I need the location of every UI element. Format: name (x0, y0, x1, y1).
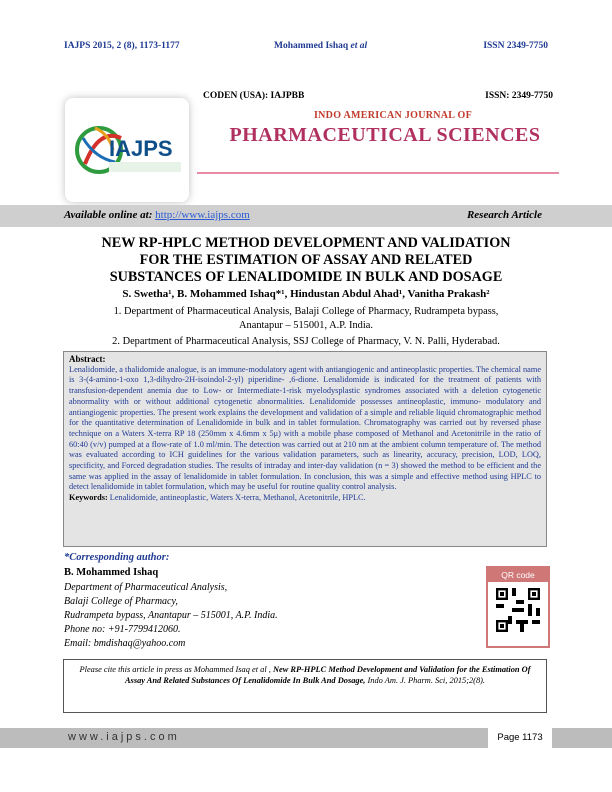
affiliation-1: 1. Department of Pharmaceutical Analysis, Balaji College of Pharmacy, Rudrampeta bypass, (113, 306, 499, 317)
availability (64, 209, 250, 221)
availability-label: Available online at: (64, 209, 153, 221)
journal-name: INDO AMERICAN JOURNAL OF (313, 110, 473, 121)
citation-box (63, 659, 547, 713)
coden: CODEN (USA): IAJPBB (203, 91, 305, 101)
citation-title: New RP-HPLC Method Development and Validation for the Estimation Of Assay And Related Substances Of Lenalidomide In Bulk And Dosage, (124, 665, 531, 685)
logo-graphic (65, 98, 189, 202)
masthead-rule (197, 172, 559, 174)
article-type: Research Article (466, 209, 542, 221)
title-line: SUBSTANCES OF LENALIDOMIDE IN BULK AND DOSAGE (109, 269, 503, 285)
article-title (60, 235, 552, 286)
keywords (69, 493, 541, 504)
citation-prefix: Please cite this article in press as Mohammed Isaq et al , (79, 665, 271, 674)
corresponding-name: B. Mohammed Ishaq (64, 567, 159, 578)
journal-masthead (55, 88, 555, 206)
masthead-issn: ISSN: 2349-7750 (485, 91, 553, 101)
abstract-box (63, 351, 547, 547)
citation-journal: Indo Am. J. Pharm. Sci, 2015;2(8). (367, 676, 486, 685)
corresponding-label: *Corresponding author: (64, 552, 170, 563)
corresponding-line: Department of Pharmaceutical Analysis, (64, 582, 228, 593)
corresponding-line: Rudrampeta bypass, Anantapur – 515001, A.P. India. (64, 610, 278, 621)
header-author-suffix: et al (350, 41, 368, 51)
header-issn: ISSN 2349-7750 (483, 41, 548, 51)
qr-code-icon (496, 588, 540, 632)
journal-logo (65, 98, 189, 202)
title-line: FOR THE ESTIMATION OF ASSAY AND RELATED (139, 252, 473, 268)
title-line: NEW RP-HPLC METHOD DEVELOPMENT AND VALIDATION (101, 235, 511, 251)
corresponding-line: Balaji College of Pharmacy, (64, 596, 178, 607)
abstract-text: Lenalidomide, a thalidomide analogue, is an immune-modulatory agent with antiangiogenic and antineoplastic properties. The chemical name is 3-(4-amino-1-oxo 1,3-dihydro-2H-isoindol-2-yl) piperidine- ,6-dione. Lenalidomide is indicated for the treatment of patients with transfusion-dependent anemia due to Low- or Intermediate-1-risk myelodysplastic syndromes associated with a deletion cytogenetic abnormality with or without additional cytogenetic abnormalities. Lenalidomide possesses antineoplastic, immuno- modulatory and antiangiogenic properties. The present work explains the development and validation of a simple and reliable liquid chromatographic method for the quantitative determination of Lenalidomide in bulk and in tablet formulation. Chromatography was carried out by reversed phase technique on a Waters X-terra RP 18 (250mm x 4.6mm x 5μ) with a mobile phase composed of Methanol and Acetonitrile in the ratio of 60:40 (v/v) pumped at a flow-rate of 1.0 ml/min. The detection was carried out at 210 nm at the ambient column temperature of. The method was evaluated according to ICH guidelines for the various validation parameters, such as linearity, accuracy, precision, LOD, LOQ, specificity, and Forced degradation studies. The results of intraday and inter-day validation (n = 3) showed the method to be efficient and the same was applied in the assay of lenalidomide in tablet formulation. In conclusion, this was a simple and effective method using HPLC to detect lenalidomide in tablet formulation, which may be useful for routine quality control analysis. (69, 364, 541, 492)
author-list: S. Swetha¹, B. Mohammed Ishaq*¹, Hindustan Abdul Ahad¹, Vanitha Prakash² (122, 288, 490, 300)
journal-url-link[interactable]: http://www.iajps.com (155, 209, 250, 221)
logo-text: IAJPS (109, 136, 173, 161)
affiliation-1-address: Anantapur – 515001, A.P. India. (239, 320, 373, 331)
corresponding-email: Email: bmdishaq@yahoo.com (64, 638, 186, 649)
footer-url[interactable]: www.iajps.com (68, 731, 180, 743)
page-number: Page 1173 (488, 728, 552, 748)
header-author-name: Mohammed Ishaq (274, 41, 349, 51)
abstract-heading: Abstract: (69, 354, 106, 364)
affiliation-2: 2. Department of Pharmaceutical Analysis, SSJ College of Pharmacy, V. N. Palli, Hyderabad. (112, 336, 500, 347)
qr-label: QR code (488, 568, 548, 582)
keywords-text: Lenalidomide, antineoplastic, Waters X-terra, Methanol, Acetonitrile, HPLC. (109, 493, 366, 503)
journal-title: PHARMACEUTICAL SCIENCES (229, 124, 541, 146)
header-citation: IAJPS 2015, 2 (8), 1173-1177 (64, 41, 180, 51)
running-header (64, 41, 548, 55)
header-author (274, 41, 367, 51)
keywords-label: Keywords: (69, 493, 108, 503)
qr-code-box (486, 566, 550, 648)
corresponding-phone: Phone no: +91-7799412060. (64, 624, 181, 635)
